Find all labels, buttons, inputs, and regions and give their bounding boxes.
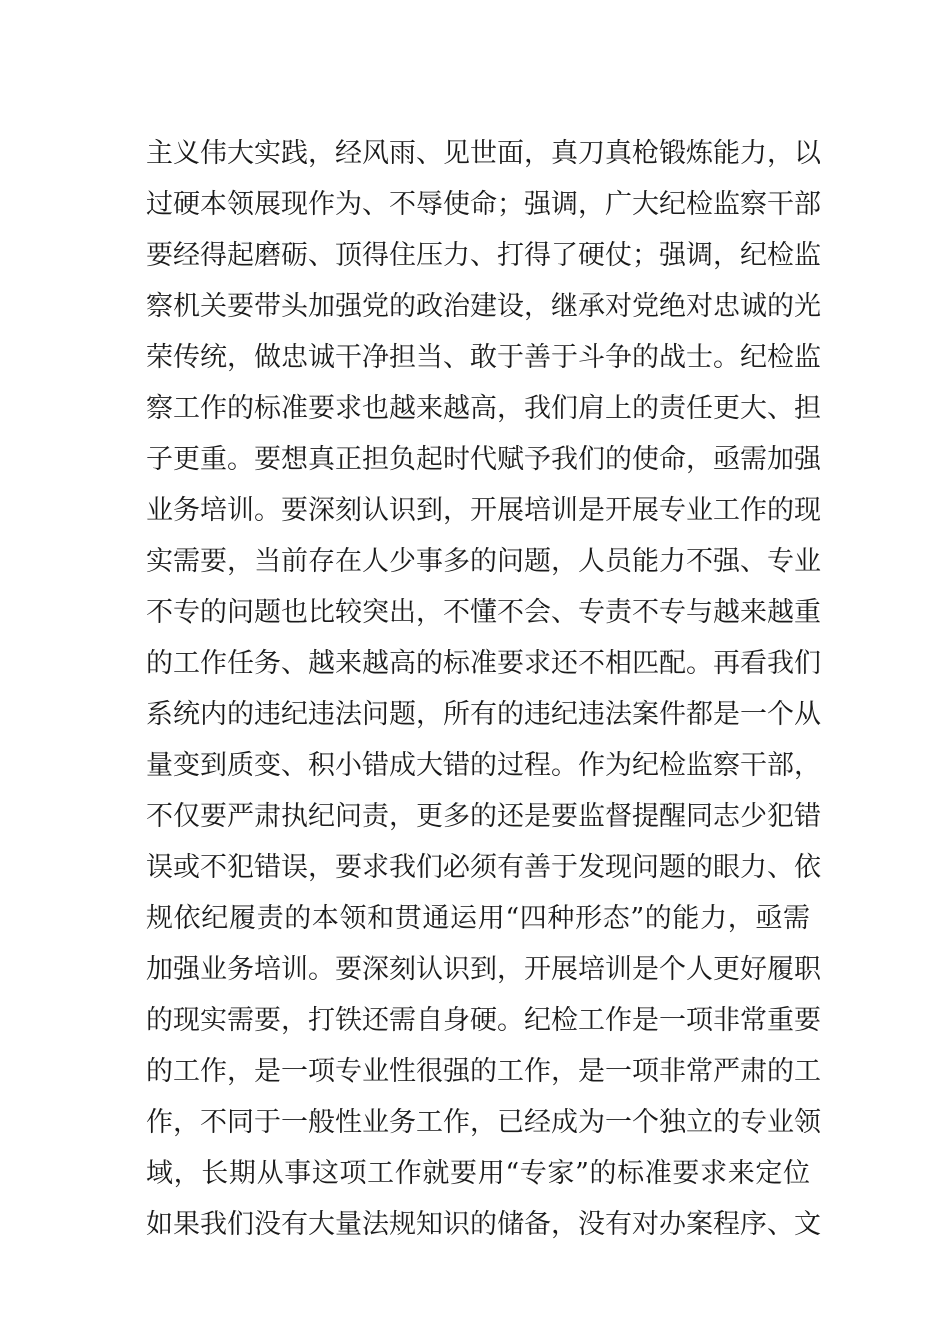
text-line: 域，长期从事这项工作就要用“专家”的标准要求来定位 [146,1158,810,1189]
text-line: 不专的问题也比较突出，不懂不会、专责不专与越来越重 [146,597,821,628]
text-line: 量变到质变、积小错成大错的过程。作为纪检监察干部， [146,750,821,781]
text-line: 误或不犯错误，要求我们必须有善于发现问题的眼力、依 [146,852,821,883]
text-line: 业务培训。要深刻认识到，开展培训是开展专业工作的现 [146,495,821,526]
text-line: 的工作任务、越来越高的标准要求还不相匹配。再看我们 [146,648,821,679]
text-line: 察机关要带头加强党的政治建设，继承对党绝对忠诚的光 [146,291,821,322]
text-line: 子更重。要想真正担负起时代赋予我们的使命，亟需加强 [146,444,821,475]
text-line: 作，不同于一般性业务工作，已经成为一个独立的专业领 [146,1107,821,1138]
text-line: 的现实需要，打铁还需自身硬。纪检工作是一项非常重要 [146,1005,821,1036]
text-line: 要经得起磨砺、顶得住压力、打得了硬仗；强调，纪检监 [146,240,821,271]
text-line: 实需要，当前存在人少事多的问题，人员能力不强、专业 [146,546,821,577]
text-line: 过硬本领展现作为、不辱使命；强调，广大纪检监察干部 [146,189,821,220]
text-line: 系统内的违纪违法问题，所有的违纪违法案件都是一个从 [146,699,821,730]
text-line: 不仅要严肃执纪问责，更多的还是要监督提醒同志少犯错 [146,801,821,832]
text-line: 荣传统，做忠诚干净担当、敢于善于斗争的战士。纪检监 [146,342,821,373]
text-line: 的工作，是一项专业性很强的工作，是一项非常严肃的工 [146,1056,821,1087]
text-line: 察工作的标准要求也越来越高，我们肩上的责任更大、担 [146,393,821,424]
text-line: 如果我们没有大量法规知识的储备，没有对办案程序、文 [146,1209,821,1240]
text-line: 加强业务培训。要深刻认识到，开展培训是个人更好履职 [146,954,821,985]
text-line: 规依纪履责的本领和贯通运用“四种形态”的能力，亟需 [146,903,810,934]
text-line: 主义伟大实践，经风雨、见世面，真刀真枪锻炼能力，以 [146,138,821,169]
body-text [146,128,821,1250]
